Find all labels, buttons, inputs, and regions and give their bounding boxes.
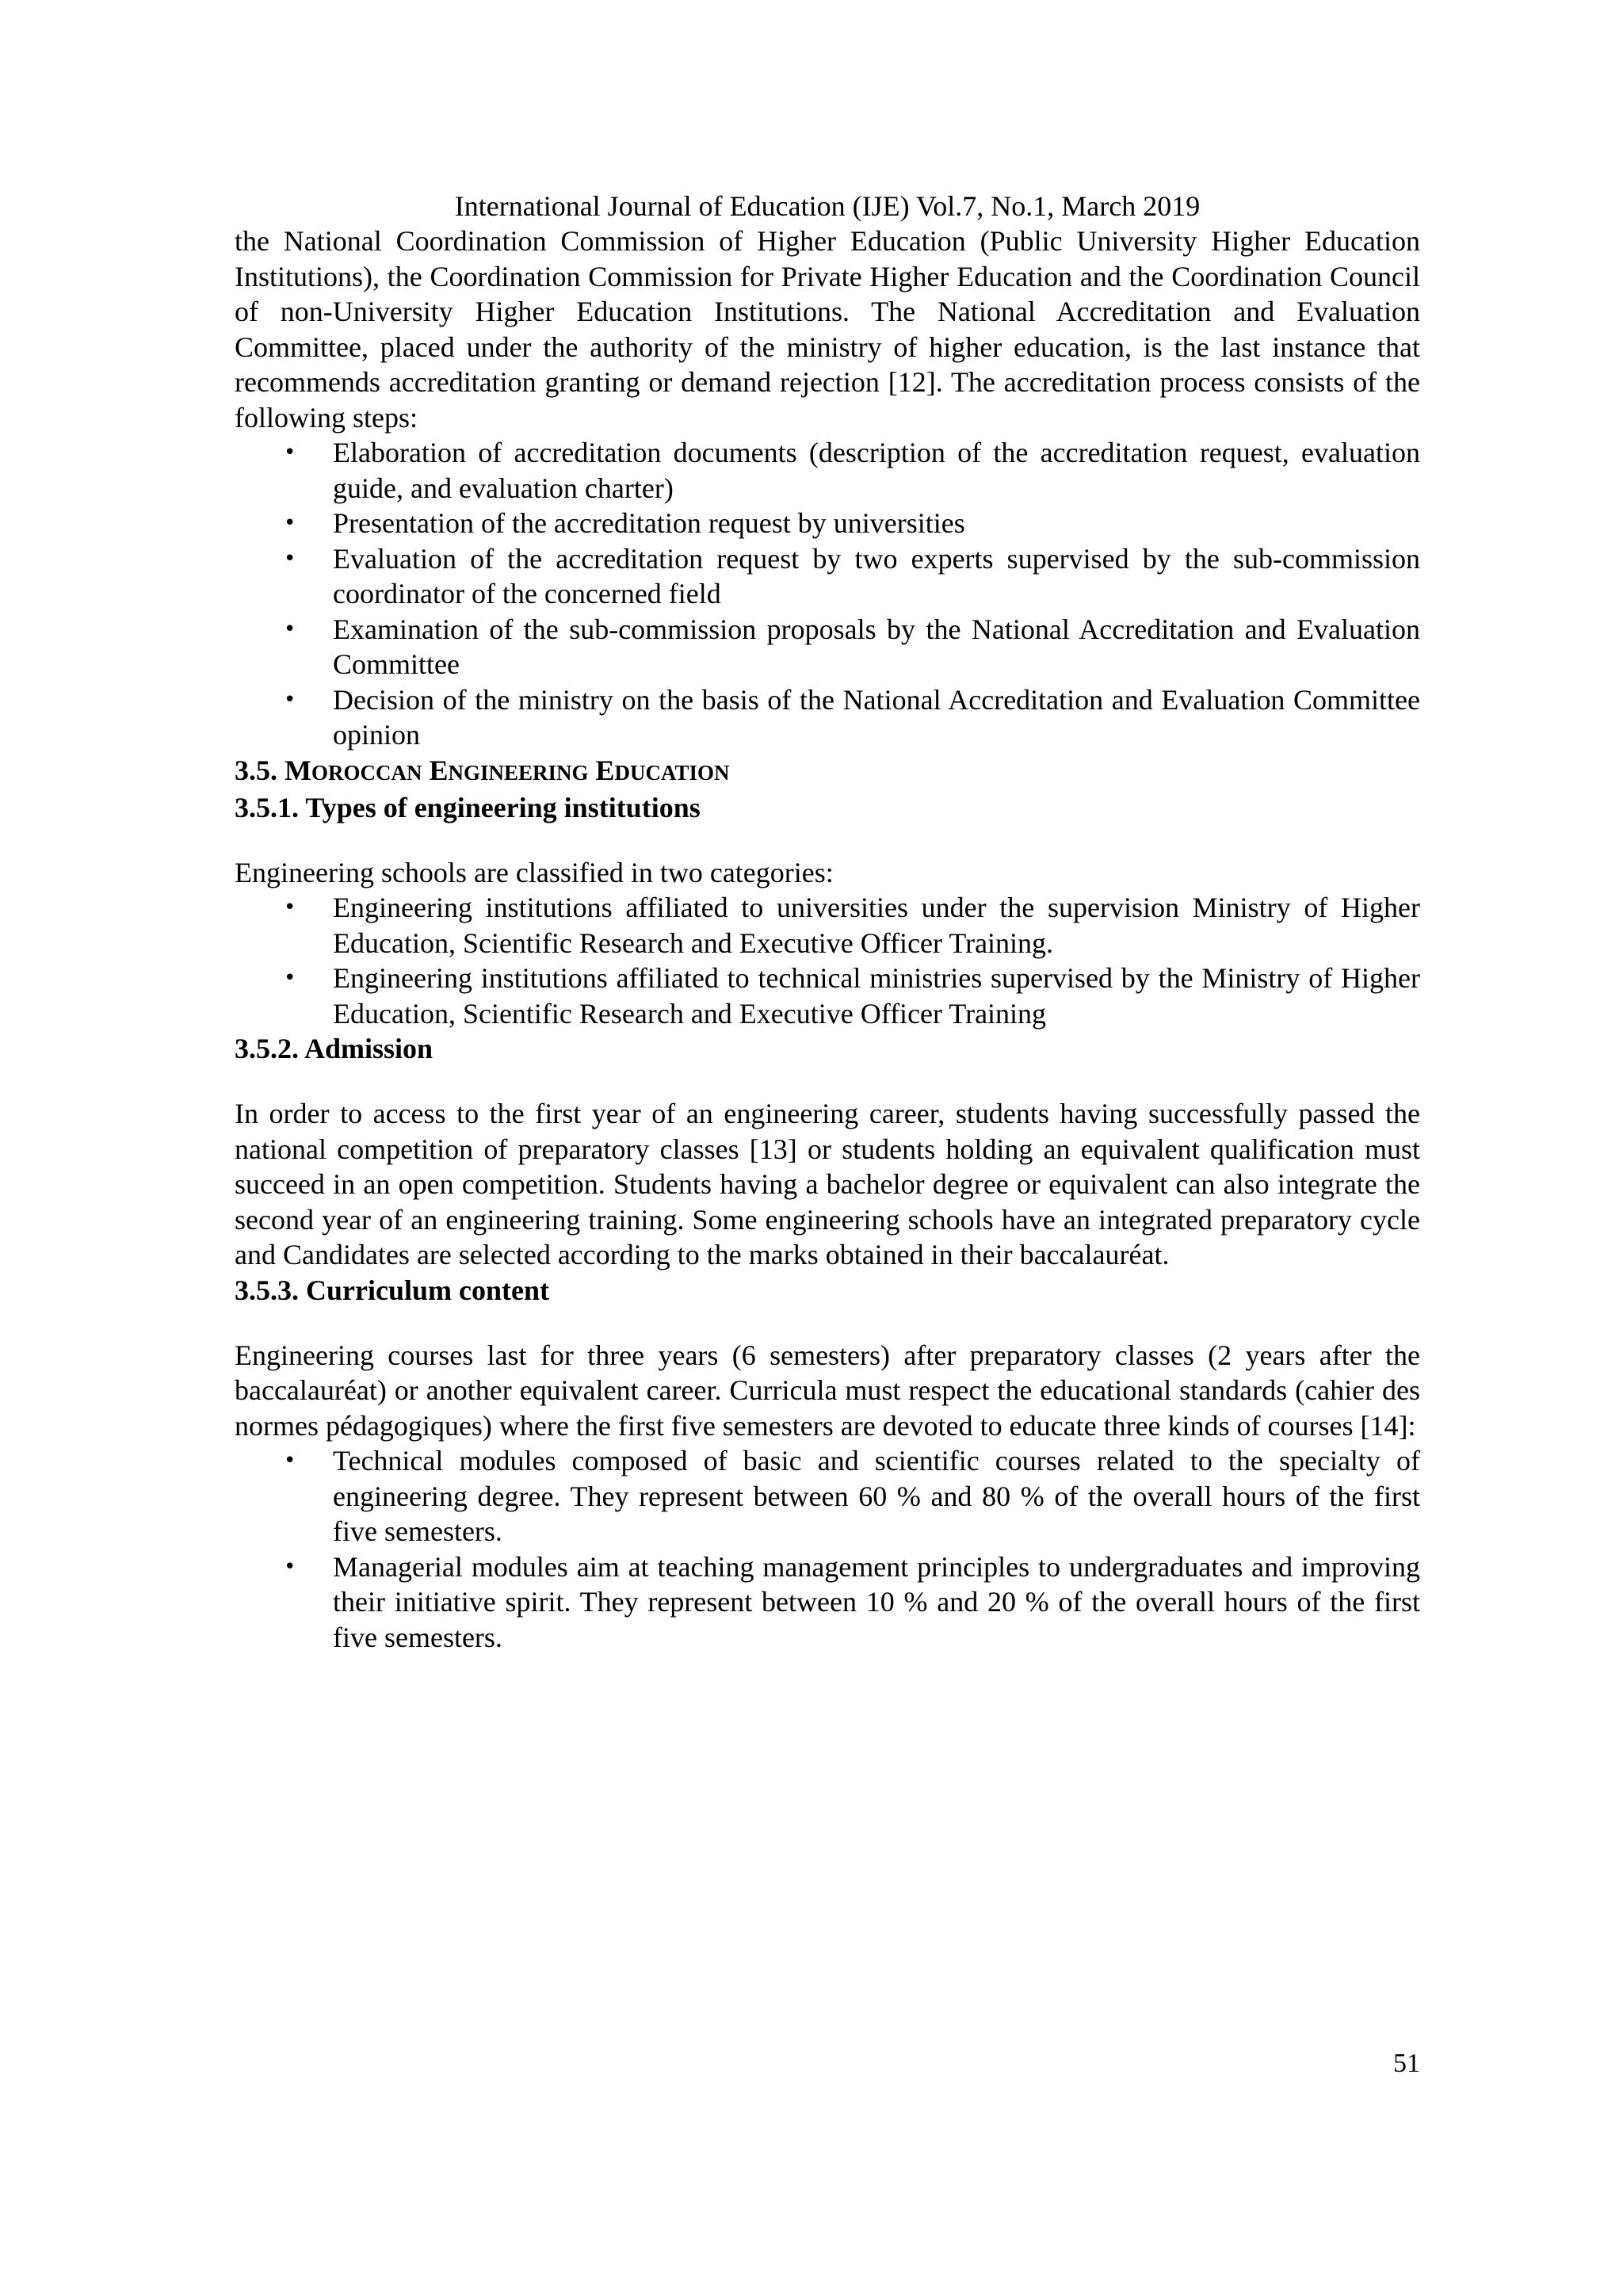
bullet-icon: • xyxy=(284,1449,296,1473)
running-header: International Journal of Education (IJE) Vol.7, No.1, March 2019 xyxy=(454,190,1201,222)
curriculum-paragraph: Engineering courses last for three years (6 semesters) after preparatory classes (2 years after the baccalauréat) or another equivalent career. Curricula must respect the educational standards (cahier des normes pédagogiques) where the first five semesters are devoted to educate three kinds of courses [14]: xyxy=(235,1339,1420,1442)
section-title-rest: NGINEERING xyxy=(448,760,589,785)
list-item-text: Technical modules composed of basic and scientific courses related to the specialty of engineering degree. They represent between 60 % and 80 % of the overall hours of the first five semesters. xyxy=(333,1445,1420,1547)
section-title-initial: M xyxy=(285,754,311,786)
list-item-text: Presentation of the accreditation request by universities xyxy=(333,507,965,539)
list-item-text: Engineering institutions affiliated to universities under the supervision Ministry of Higher Education, Scientific Research and Executive Officer Training. xyxy=(333,892,1420,959)
list-item xyxy=(235,890,1420,961)
section-heading-3-5 xyxy=(235,753,1420,790)
list-item-text: Evaluation of the accreditation request by two experts supervised by the sub-commission coordinator of the concerned field xyxy=(333,542,1420,609)
list-item xyxy=(235,961,1420,1031)
institutions-intro: Engineering schools are classified in two categories: xyxy=(235,856,834,888)
list-item-text: Engineering institutions affiliated to technical ministries supervised by the Ministry of Higher Education, Scientific Research and Executive Officer Training xyxy=(333,962,1420,1030)
page-number: 51 xyxy=(1393,2049,1420,2078)
bullet-icon: • xyxy=(284,966,296,990)
bullet-icon: • xyxy=(284,511,296,535)
bullet-icon: • xyxy=(284,441,296,464)
list-item xyxy=(235,682,1420,753)
admission-paragraph: In order to access to the first year of an engineering career, students having successfully passed the national competition of preparatory classes [13] or students holding an equivalent qualification must succeed in an open competition. Students having a bachelor degree or equivalent can also integrate the second year of an engineering training. Some engineering schools have an integrated preparatory cycle and Candidates are selected according to the marks obtained in their baccalauréat. xyxy=(235,1098,1420,1270)
list-item xyxy=(235,612,1420,682)
bullet-icon: • xyxy=(284,687,296,712)
list-item-text: Examination of the sub-commission proposals by the National Accreditation and Evaluation Committee xyxy=(333,613,1420,680)
section-title-rest: DUCATION xyxy=(614,760,730,785)
institution-types-list xyxy=(235,890,1420,1031)
list-item xyxy=(235,1443,1420,1549)
document-page xyxy=(235,189,1420,1655)
section-title-initial: E xyxy=(595,754,615,786)
intro-paragraph: the National Coordination Commission of Higher Education (Public University Higher Education Institutions), the Coordination Commission for Private Higher Education and the Coordination Council of non-University Higher Education Institutions. The National Accreditation and Evaluation Committee, placed under the authority of the ministry of higher education, is the last instance that recommends accreditation granting or demand rejection [12]. The accreditation process consists of the following steps: xyxy=(235,225,1420,434)
list-item xyxy=(235,1549,1420,1656)
accreditation-steps-list xyxy=(235,435,1420,753)
section-title-initial: E xyxy=(429,754,449,786)
list-item xyxy=(235,435,1420,506)
bullet-icon: • xyxy=(284,617,296,641)
list-item xyxy=(235,541,1420,612)
course-kinds-list xyxy=(235,1443,1420,1655)
subsection-heading-3-5-1: 3.5.1. Types of engineering institutions xyxy=(235,791,701,823)
list-item xyxy=(235,506,1420,541)
list-item-text: Managerial modules aim at teaching management principles to undergraduates and improving their initiative spirit. They represent between 10 % and 20 % of the overall hours of the first five semesters. xyxy=(333,1550,1420,1653)
section-number: 3.5. xyxy=(235,754,277,786)
bullet-icon: • xyxy=(284,1554,296,1579)
section-title-rest: OROCCAN xyxy=(311,760,422,785)
subsection-heading-3-5-3: 3.5.3. Curriculum content xyxy=(235,1274,549,1306)
bullet-icon: • xyxy=(284,546,296,571)
subsection-heading-3-5-2: 3.5.2. Admission xyxy=(235,1033,433,1064)
list-item-text: Decision of the ministry on the basis of the National Accreditation and Evaluation Committee opinion xyxy=(333,683,1420,751)
bullet-icon: • xyxy=(284,896,296,919)
list-item-text: Elaboration of accreditation documents (description of the accreditation request, evaluation guide, and evaluation charter) xyxy=(333,437,1420,504)
